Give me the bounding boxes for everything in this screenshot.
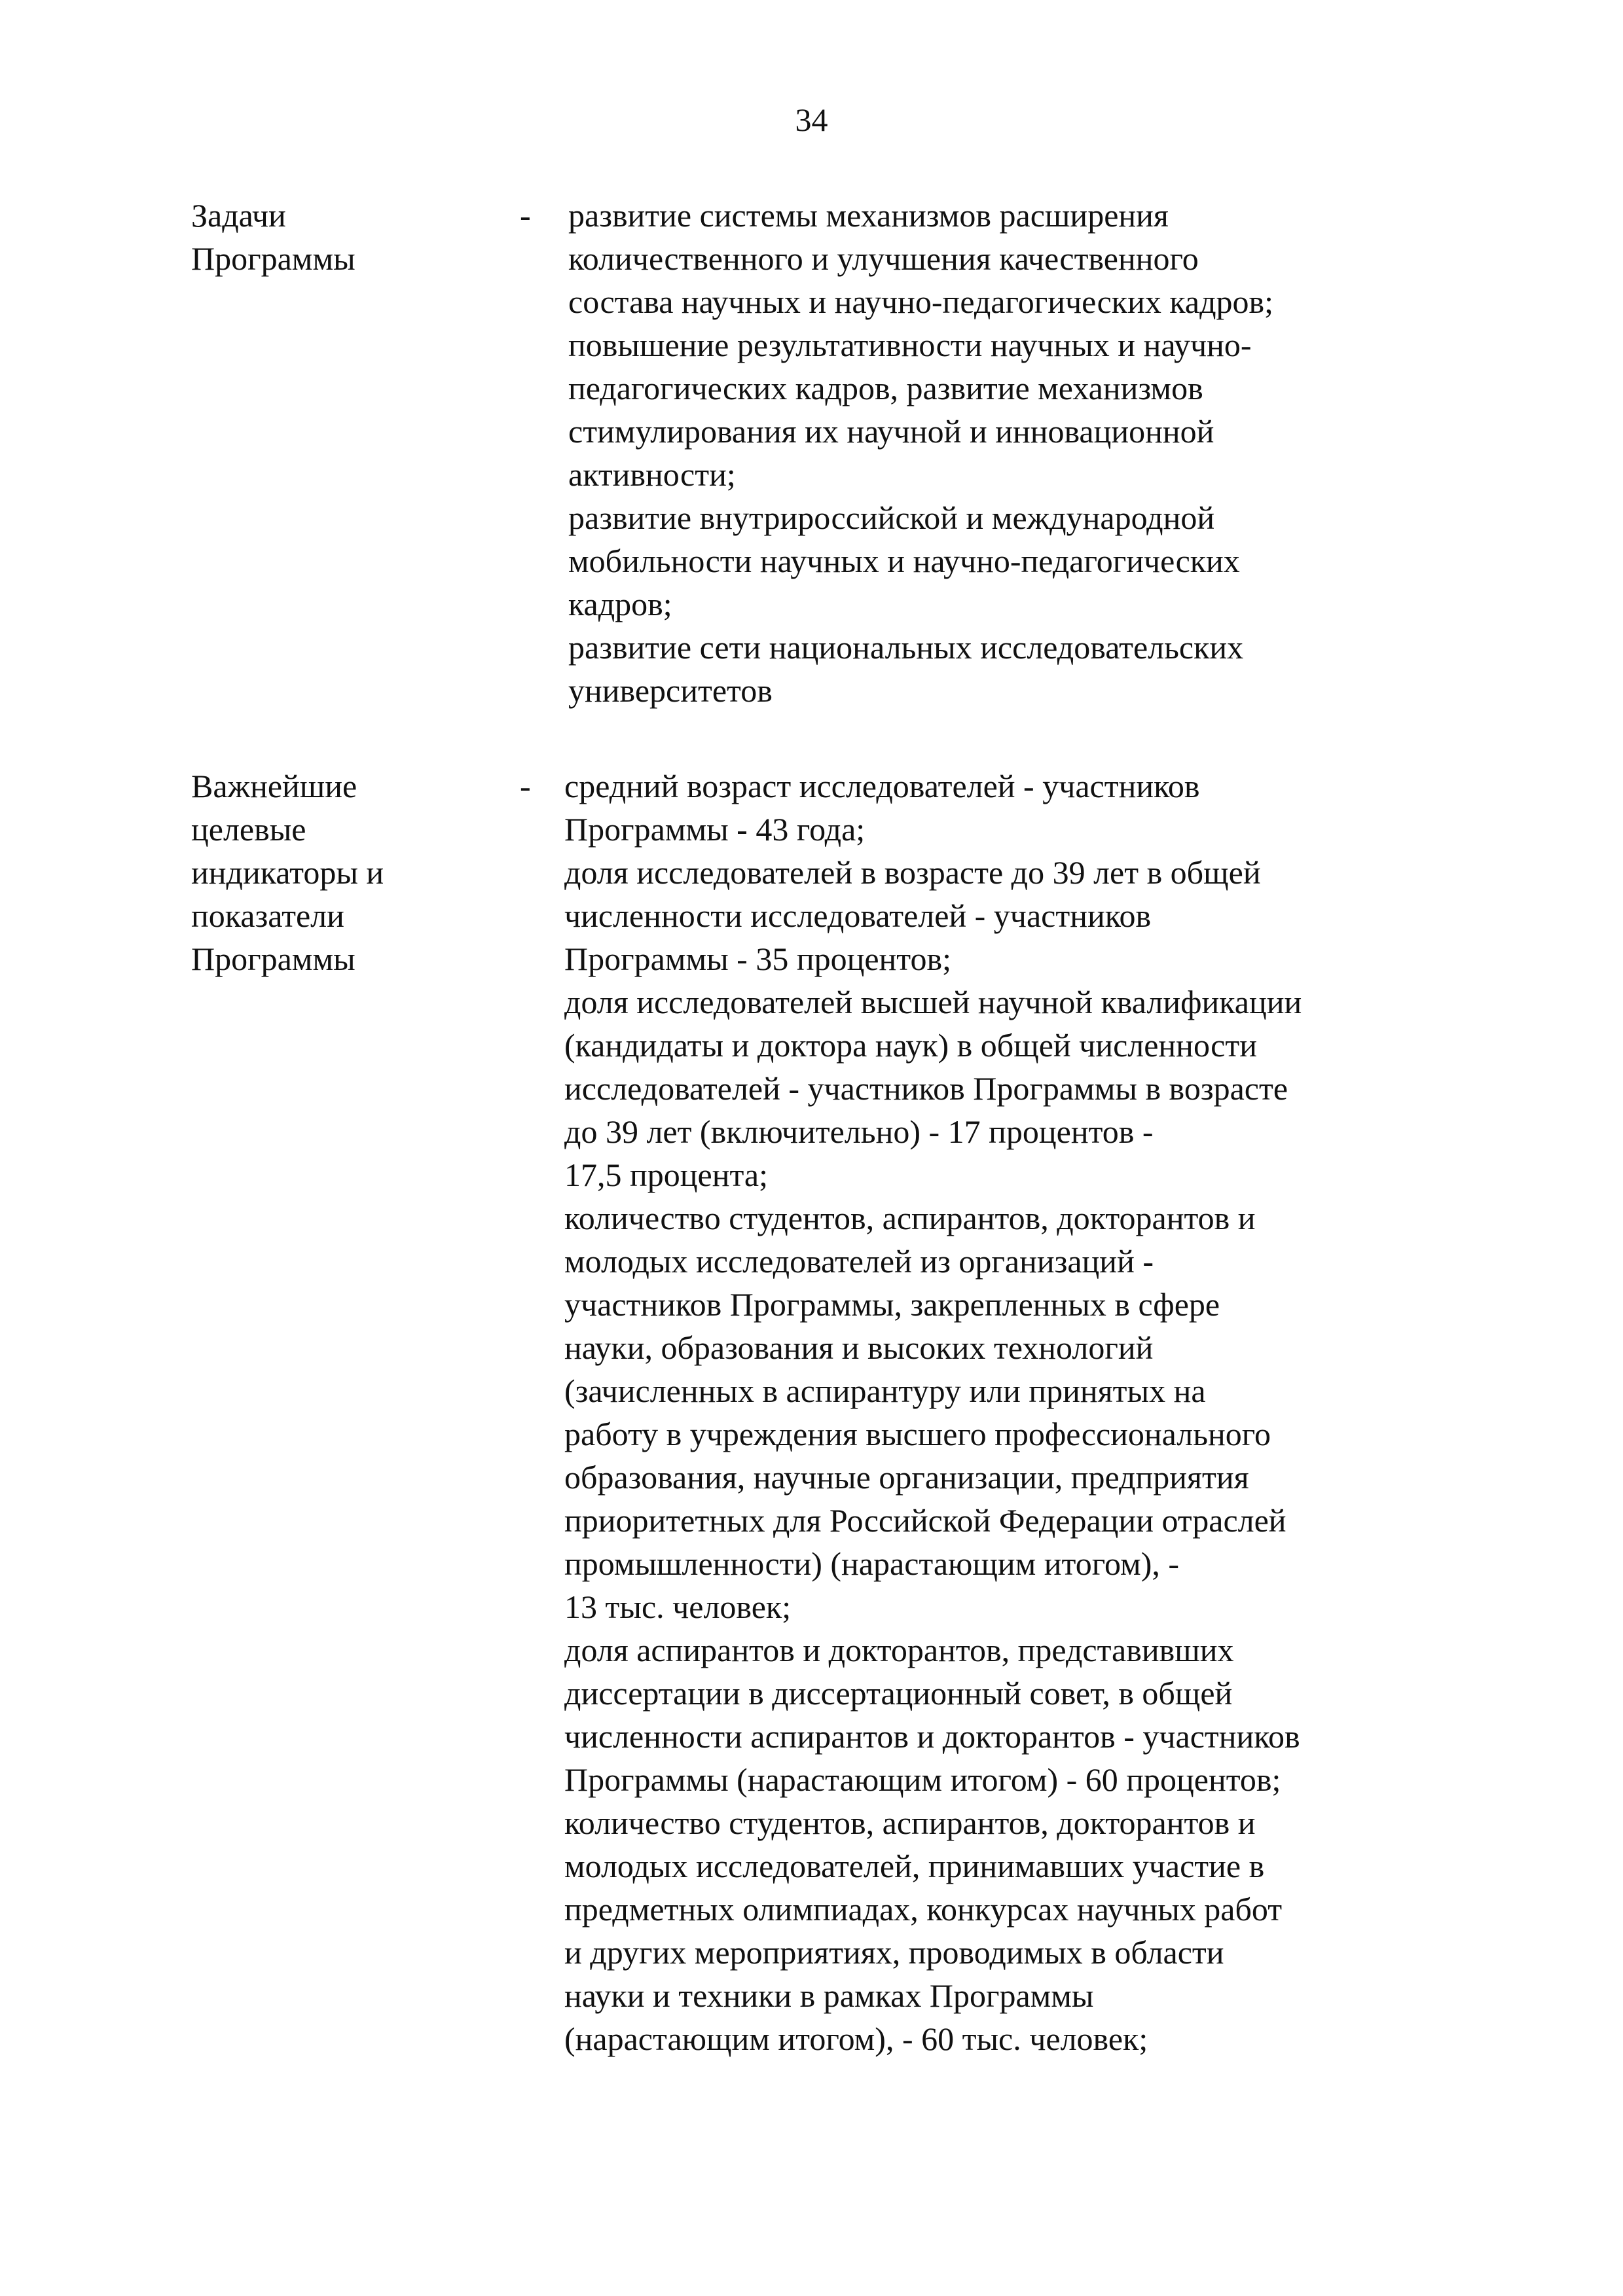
body-line: активности; — [568, 456, 736, 493]
body-line: 17,5 процента; — [564, 1157, 769, 1193]
body-line: предметных олимпиадах, конкурсах научных работ — [564, 1891, 1283, 1928]
body-line: численности аспирантов и докторантов - участников — [564, 1718, 1300, 1755]
body-line: участников Программы, закрепленных в сфере — [564, 1286, 1220, 1323]
label-line: Программы — [191, 941, 356, 977]
label-line: Программы — [191, 240, 356, 277]
body-line: молодых исследователей, принимавших участие в — [564, 1848, 1265, 1884]
body-line: 13 тыс. человек; — [564, 1588, 792, 1625]
body-line: развитие сети национальных исследовательских — [568, 629, 1244, 666]
label-line: Задачи — [191, 197, 286, 234]
body-line: кадров; — [568, 586, 672, 622]
body-line: доля исследователей высшей научной квалификации — [564, 984, 1302, 1020]
body-line: мобильности научных и научно-педагогических — [568, 543, 1240, 579]
body-line: науки, образования и высоких технологий — [564, 1329, 1154, 1366]
body-line: повышение результативности научных и научно- — [568, 327, 1252, 363]
body-line: университетов — [568, 672, 773, 709]
label-line: показатели — [191, 897, 344, 934]
page-number: 34 — [795, 101, 828, 138]
body-line: развитие системы механизмов расширения — [568, 197, 1169, 234]
body-line: исследователей - участников Программы в возрасте — [564, 1070, 1288, 1107]
body-line: (зачисленных в аспирантуру или принятых на — [564, 1372, 1206, 1409]
section-label — [191, 194, 453, 280]
section-dash: - — [520, 768, 531, 804]
section-label — [191, 764, 453, 980]
body-line: количество студентов, аспирантов, докторантов и — [564, 1200, 1256, 1236]
section-body — [568, 194, 1498, 712]
body-line: состава научных и научно-педагогических кадров; — [568, 283, 1274, 320]
section-dash: - — [520, 197, 531, 234]
body-line: доля исследователей в возрасте до 39 лет в общей — [564, 854, 1261, 891]
body-line: средний возраст исследователей - участников — [564, 768, 1200, 804]
body-line: педагогических кадров, развитие механизмов — [568, 370, 1203, 406]
body-line: до 39 лет (включительно) - 17 процентов - — [564, 1113, 1154, 1150]
label-line: индикаторы и — [191, 854, 384, 891]
section-body — [564, 764, 1494, 2060]
body-line: численности исследователей - участников — [564, 897, 1152, 934]
body-line: диссертации в диссертационный совет, в общей — [564, 1675, 1233, 1712]
body-line: образования, научные организации, предприятия — [564, 1459, 1249, 1496]
body-line: (нарастающим итогом), - 60 тыс. человек; — [564, 2020, 1148, 2057]
body-line: промышленности) (нарастающим итогом), - — [564, 1545, 1179, 1582]
body-line: стимулирования их научной и инновационной — [568, 413, 1214, 450]
body-line: Программы (нарастающим итогом) - 60 процентов; — [564, 1761, 1281, 1798]
body-line: доля аспирантов и докторантов, представивших — [564, 1632, 1234, 1668]
body-line: Программы - 35 процентов; — [564, 941, 951, 977]
label-line: целевые — [191, 811, 306, 848]
body-line: Программы - 43 года; — [564, 811, 866, 848]
body-line: науки и техники в рамках Программы — [564, 1977, 1094, 2014]
body-line: количественного и улучшения качественного — [568, 240, 1199, 277]
body-line: молодых исследователей из организаций - — [564, 1243, 1154, 1280]
body-line: количество студентов, аспирантов, докторантов и — [564, 1804, 1256, 1841]
body-line: (кандидаты и доктора наук) в общей численности — [564, 1027, 1257, 1064]
label-line: Важнейшие — [191, 768, 357, 804]
body-line: развитие внутрироссийской и международной — [568, 499, 1215, 536]
body-line: работу в учреждения высшего профессионального — [564, 1416, 1271, 1452]
body-line: и других мероприятиях, проводимых в области — [564, 1934, 1224, 1971]
body-line: приоритетных для Российской Федерации отраслей — [564, 1502, 1286, 1539]
